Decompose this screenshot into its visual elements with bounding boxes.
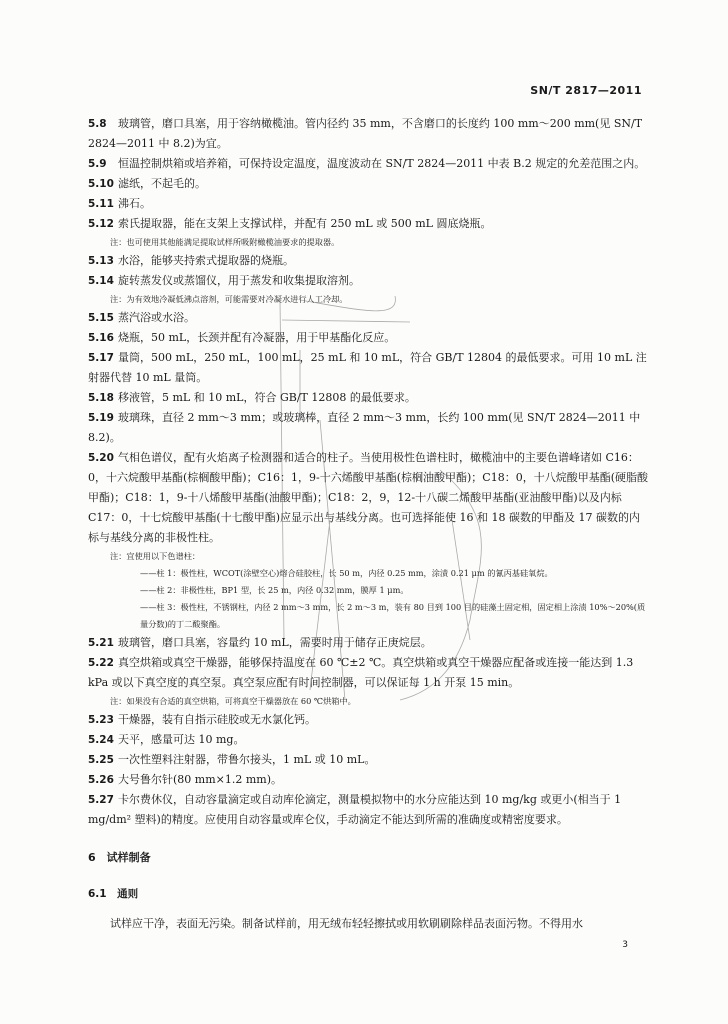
clause-number: 5.15 bbox=[88, 312, 114, 324]
clause-text: 水浴，能够夹持索式提取器的烧瓶。 bbox=[118, 254, 294, 267]
clause-note: 注：宜使用以下色谱柱： bbox=[110, 551, 201, 561]
clause-text: 玻璃珠，直径 2 mm～3 mm；或玻璃棒，直径 2 mm～3 mm，长约 100 mm(见 SN/T 2824—2011 中 8.2)。 bbox=[88, 411, 641, 444]
clause-text: 卡尔费休仪，自动容量滴定或自动库伦滴定，测量模拟物中的水分应能达到 10 mg/kg 或更小(相当于 1 mg/dm² 塑料)的精度。应使用自动容量或库仑仪，手动滴定不能达到所需的准确度或精密度要求。 bbox=[88, 793, 622, 826]
clause-item bbox=[88, 154, 648, 174]
clause-item bbox=[88, 653, 648, 693]
section-6-1-heading: 6.1 通则 bbox=[88, 888, 139, 900]
column-option: ——柱 2：非极性柱，BP1 型，长 25 m，内径 0.32 mm，膜厚 1 μm。 bbox=[140, 585, 409, 595]
clause-number: 5.18 bbox=[88, 392, 114, 404]
clause-item bbox=[88, 388, 648, 408]
clause-number: 5.22 bbox=[88, 657, 114, 669]
clause-item bbox=[88, 114, 648, 154]
column-option: ——柱 3：极性柱，不锈钢柱，内径 2 mm～3 mm，长 2 m～3 m，装有 80 目到 100 目的硅藻土固定相，固定相上涂渍 10%～20%(质量分数)的丁二酸聚酯。 bbox=[140, 602, 646, 629]
clause-text: 真空烘箱或真空干燥器，能够保持温度在 60 ℃±2 ℃。真空烘箱或真空干燥器应配备或连接一能达到 1.3 kPa 或以下真空度的真空泵。真空泵应配有时间控制器，可以保证每 1 h 开泵 15 min。 bbox=[88, 656, 634, 689]
clause-number: 5.17 bbox=[88, 352, 114, 364]
clause-item bbox=[88, 194, 648, 214]
clause-item bbox=[88, 214, 648, 234]
clause-number: 5.21 bbox=[88, 637, 114, 649]
clause-text: 干燥器，装有自指示硅胶或无水氯化钙。 bbox=[118, 713, 316, 726]
clause-text: 烧瓶，50 mL，长颈并配有冷凝器，用于甲基酯化反应。 bbox=[118, 331, 396, 344]
clause-number: 5.19 bbox=[88, 412, 114, 424]
standard-code: SN/T 2817—2011 bbox=[530, 84, 642, 97]
clause-text: 恒温控制烘箱或培养箱，可保持设定温度，温度波动在 SN/T 2824—2011 中表 B.2 规定的允差范围之内。 bbox=[118, 157, 646, 170]
clause-item bbox=[88, 633, 648, 653]
clause-text: 玻璃管，磨口具塞，容量约 10 mL，需要时用于储存正庚烷层。 bbox=[118, 636, 432, 649]
clause-text: 沸石。 bbox=[118, 197, 151, 210]
clause-text: 天平，感量可达 10 mg。 bbox=[118, 733, 245, 746]
clause-number: 5.14 bbox=[88, 275, 114, 287]
clause-item bbox=[88, 328, 648, 348]
clause-item bbox=[88, 790, 648, 830]
clause-item bbox=[88, 174, 648, 194]
clause-number: 5.9 bbox=[88, 158, 107, 170]
clause-number: 5.8 bbox=[88, 118, 107, 130]
clause-text: 气相色谱仪，配有火焰离子检测器和适合的柱子。当使用极性色谱柱时，橄榄油中的主要色谱峰诸如 C16：0，十六烷酸甲基酯(棕榈酸甲酯)；C16：1，9-十六烯酸甲基酯(棕榈油酸甲酯)；C18：0，十八烷酸甲基酯(硬脂酸甲酯)；C18：1，9-十八烯酸甲基酯(油酸甲酯)；C18：2，9，12-十八碳二烯酸甲基酯(亚油酸甲酯)以及内标 C17：0，十七烷酸甲基酯(十七酸甲酯)应显示出与基线分离。也可选择能使 16 和 18 碳数的甲酯及 17 碳数的内标与基线分离的非极性柱。 bbox=[88, 451, 648, 544]
clause-item bbox=[88, 308, 648, 328]
clause-number: 5.20 bbox=[88, 452, 114, 464]
clause-text: 移液管，5 mL 和 10 mL，符合 GB/T 12808 的最低要求。 bbox=[118, 391, 416, 404]
clause-number: 5.10 bbox=[88, 178, 114, 190]
column-option: ——柱 1：极性柱，WCOT(涂壁空心)熔合硅胶柱，长 50 m，内径 0.25 mm，涂渍 0.21 μm 的氰丙基硅氧烷。 bbox=[140, 568, 553, 578]
clause-number: 5.23 bbox=[88, 714, 114, 726]
clause-item bbox=[88, 770, 648, 790]
clause-item bbox=[88, 348, 648, 388]
clause-text: 玻璃管，磨口具塞，用于容纳橄榄油。管内径约 35 mm，不含磨口的长度约 100 mm～200 mm(见 SN/T 2824—2011 中 8.2)为宜。 bbox=[88, 117, 643, 150]
clause-number: 5.27 bbox=[88, 794, 114, 806]
clause-number: 5.12 bbox=[88, 218, 114, 230]
clause-text: 旋转蒸发仪或蒸馏仪，用于蒸发和收集提取溶剂。 bbox=[118, 274, 360, 287]
clause-text: 滤纸，不起毛的。 bbox=[118, 177, 206, 190]
clause-number: 5.25 bbox=[88, 754, 114, 766]
clause-item bbox=[88, 271, 648, 291]
clause-number: 5.11 bbox=[88, 198, 114, 210]
document-body bbox=[88, 114, 648, 934]
clause-text: 蒸汽浴或水浴。 bbox=[118, 311, 195, 324]
clause-number: 5.26 bbox=[88, 774, 114, 786]
clause-note: 注：为有效地冷凝低沸点溶剂，可能需要对冷凝水进行人工冷却。 bbox=[110, 294, 348, 304]
clause-text: 大号鲁尔针(80 mm×1.2 mm)。 bbox=[118, 773, 283, 786]
clause-list bbox=[88, 114, 648, 830]
clause-number: 5.24 bbox=[88, 734, 114, 746]
clause-item bbox=[88, 448, 648, 548]
clause-item bbox=[88, 408, 648, 448]
clause-number: 5.13 bbox=[88, 255, 114, 267]
clause-item bbox=[88, 710, 648, 730]
clause-text: 量筒，500 mL，250 mL，100 mL，25 mL 和 10 mL，符合 GB/T 12804 的最低要求。可用 10 mL 注射器代替 10 mL 量筒。 bbox=[88, 351, 647, 384]
clause-text: 一次性塑料注射器，带鲁尔接头，1 mL 或 10 mL。 bbox=[118, 753, 376, 766]
clause-note: 注：也可使用其他能满足提取试样所吸附橄榄油要求的提取器。 bbox=[110, 237, 340, 247]
clause-item bbox=[88, 750, 648, 770]
clause-item bbox=[88, 730, 648, 750]
clause-note: 注：如果没有合适的真空烘箱，可将真空干燥器放在 60 ℃烘箱中。 bbox=[110, 696, 356, 706]
clause-number: 5.16 bbox=[88, 332, 114, 344]
section-6-heading: 6 试样制备 bbox=[88, 851, 151, 864]
clause-text: 索氏提取器，能在支架上支撑试样，并配有 250 mL 或 500 mL 圆底烧瓶。 bbox=[118, 217, 492, 230]
clause-item bbox=[88, 251, 648, 271]
page-number: 3 bbox=[622, 940, 628, 950]
section-6-1-paragraph: 试样应干净，表面无污染。制备试样前，用无绒布轻轻擦拭或用软刷刷除样品表面污物。不得用水 bbox=[110, 917, 583, 930]
